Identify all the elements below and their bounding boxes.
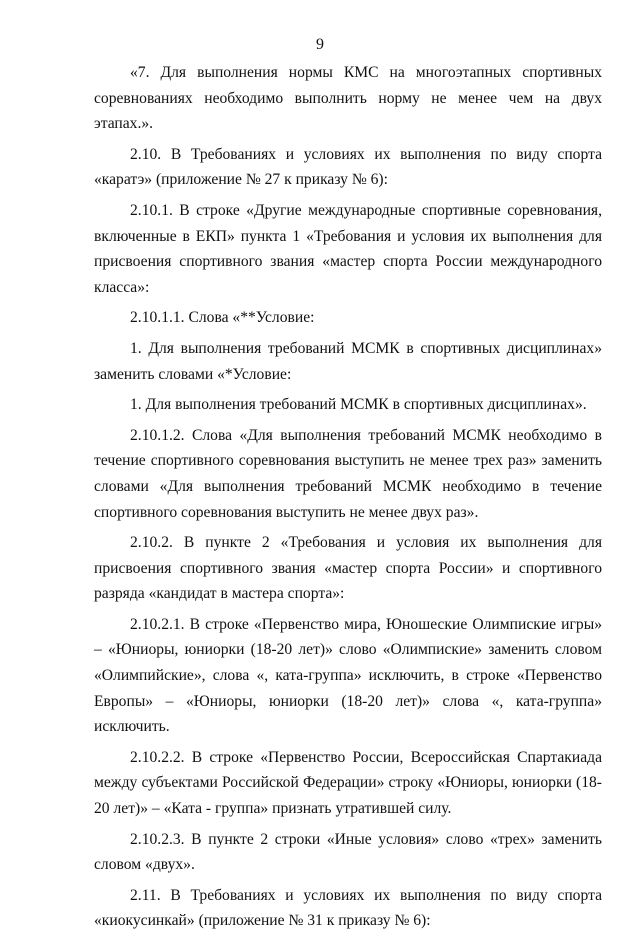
paragraph-condition-old: 1. Для выполнения требований МСМК в спортивных дисциплинах» заменить словами «*Условие:	[94, 339, 602, 383]
paragraph-2-10-1: 2.10.1. В строке «Другие международные спортивные соревнования, включенные в ЕКП» пункта 1 «Требования и условия их выполнения для присвоения спортивного звания «мастер спорта России международного класса»:	[94, 201, 602, 296]
paragraph-2-10-2-3: 2.10.2.3. В пункте 2 строки «Иные условия» слово «трех» заменить словом «двух».	[94, 830, 602, 874]
paragraph-2-10-2: 2.10.2. В пункте 2 «Требования и условия их выполнения для присвоения спортивного звания «мастер спорта России» и спортивного разряда «кандидат в мастера спорта»:	[94, 534, 602, 603]
paragraph-condition-new: 1. Для выполнения требований МСМК в спортивных дисциплинах».	[130, 396, 587, 414]
paragraph-2-10-1-1: 2.10.1.1. Слова «**Условие:	[130, 309, 315, 327]
paragraph-2-10: 2.10. В Требованиях и условиях их выполнения по виду спорта «каратэ» (приложение № 27 к приказу № 6):	[94, 145, 602, 189]
paragraph-2-10-2-1: 2.10.2.1. В строке «Первенство мира, Юношеские Олимпиские игры» – «Юниоры, юниорки (18-20 лет)» слово «Олимпиские» заменить словом «Олимпийские», слова «, ката-группа» исключить, в строке «Первенство Европы» – «Юниоры, юниорки (18-20 лет)» слова «, ката-группа» исключить.	[94, 615, 602, 736]
paragraph-2-10-1-2: 2.10.1.2. Слова «Для выполнения требований МСМК необходимо в течение спортивного соревнования выступить не менее трех раз» заменить словами «Для выполнения требований МСМК необходимо в течение спортивного соревнования выступить не менее двух раз».	[94, 426, 602, 521]
paragraph-kms-norm: «7. Для выполнения нормы КМС на многоэтапных спортивных соревнованиях необходимо выполнить норму не менее чем на двух этапах.».	[94, 64, 602, 133]
paragraph-2-10-2-2: 2.10.2.2. В строке «Первенство России, Всероссийская Спартакиада между субъектами Российской Федерации» строку «Юниоры, юниорки (18-20 лет)» – «Ката - группа» признать утратившей силу.	[94, 748, 602, 818]
paragraph-2-11: 2.11. В Требованиях и условиях их выполнения по виду спорта «киокусинкай» (приложение № 31 к приказу № 6):	[94, 886, 602, 930]
page-number: 9	[316, 36, 324, 53]
document-body	[94, 60, 602, 939]
